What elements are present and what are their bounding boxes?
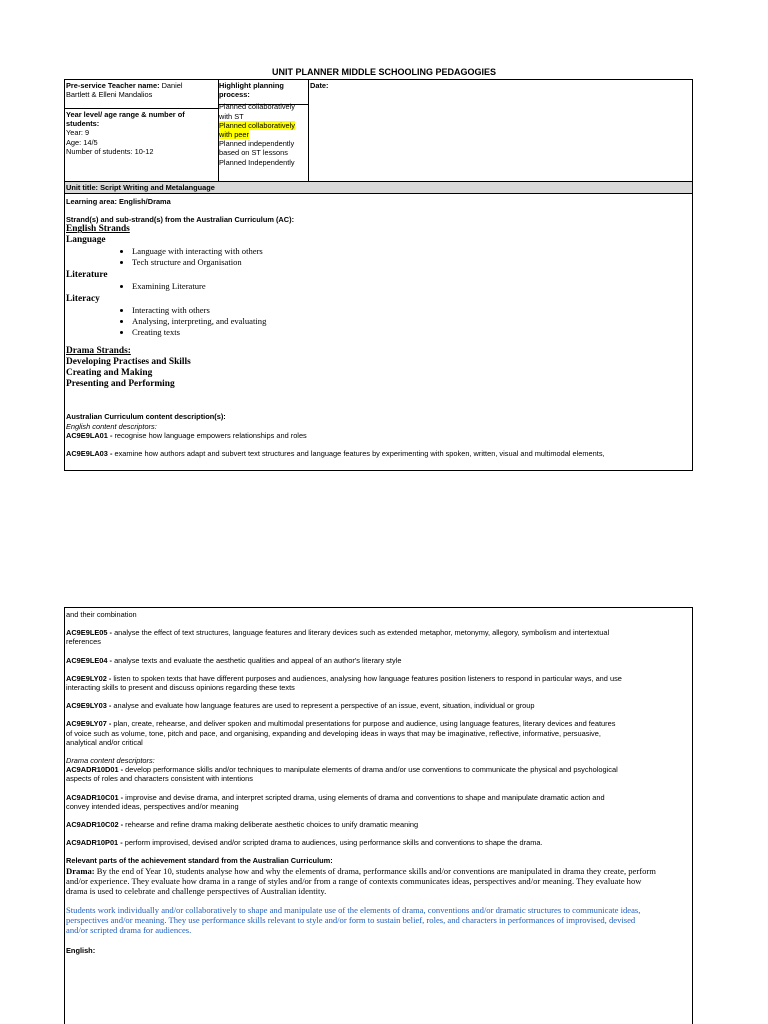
page-2-body: and their combination AC9E9LE05 - analyse the effect of text structures, language features and literary devices such as extended metaphor, metonymy, allegory, symbolism and intertextual references AC9E9LE04 - analyse texts and evaluate the aesthetic qualities and appeal of an author's literary style AC9E9LY02 - listen to spoken texts that have different purposes and audiences, analysing how language features position listeners to respond in particular ways, and use interacting skills to present and discuss opinions regarding these texts AC9E9LY03 - analyse and evaluate how language features are used to represent a perspective of an issue, event, situation, individual or group AC9E9LY07 - plan, create, rehearse, and deliver spoken and multimodal presentations for purpose and audience, using language features, literary devices and features of voice such as volume, tone, pitch and pace, and organising, expanding and developing ideas in ways that may be imaginative, reflective, informative, persuasive, analytical and/or critical Drama content descriptors: AC9ADR10D01 - develop performance skills and/or techniques to manipulate elements of drama and/or use conventions to communicate the physical and psychological aspects of roles and characters consistent with intentions AC9ADR10C01 - improvise and devise drama, and interpret scripted drama, using elements of drama and conventions to shape and manipulate dramatic action and convey intended ideas, perspectives and/or meaning AC9ADR10C02 - rehearse and refine drama making deliberate aesthetic choices to unify dramatic meaning AC9ADR10P01 - perform improvised, devised and/or scripted drama to audiences, using performance skills and conventions to shape the drama. Relevant parts of the achievement standard from the Australian Curriculum: Drama: By the end of Year 10, students analyse how and why the elements of drama, performance skills and/or conventions are manipulated in drama they create, perform and/or experience. They evaluate how drama in a range of styles and/or from a range of contexts communicates ideas, perspectives and/or meaning. They evaluate how drama is used to celebrate and challenge perspectives of Australian identity. Students work individually and/or collaboratively to shape and manipulate use of the elements of drama, conventions and/or dramatic structures to communicate ideas, perspectives and/or meaning. They use performance skills relevant to style and/or form to sustain belief, roles, and characters in performances of improvised, devised and/or scripted drama for audiences. English:	[66, 610, 690, 955]
language-heading: Language	[66, 235, 106, 246]
content-description-heading: Australian Curriculum content description(s):	[66, 412, 226, 422]
highlighted-option: Planned collaboratively	[219, 120, 296, 130]
planner-table-page-1	[64, 79, 693, 471]
language-list	[66, 246, 690, 268]
drama-standard: Drama: By the end of Year 10, students analyse how and why the elements of drama, performance skills and/or conventions are manipulated in drama they create, perform	[66, 865, 656, 876]
english-descriptors-label: English content descriptors:	[66, 421, 157, 431]
descriptor-p01: AC9ADR10P01 - perform improvised, devised and/or scripted drama to audiences, using performance skills and conventions to shape the drama.	[66, 838, 543, 848]
descriptor-d01: AC9ADR10D01 - develop performance skills and/or techniques to manipulate elements of drama and/or use conventions to communicate the physical and psychological	[66, 765, 618, 775]
literacy-list	[66, 305, 690, 338]
highlighted-option: with peer	[219, 130, 249, 140]
descriptor-c01: AC9ADR10C01 - improvise and devise drama, and interpret scripted drama, using elements of drama and conventions to shape and manipulate dramatic action and	[66, 792, 605, 802]
literature-list	[66, 281, 690, 292]
list-item: • Examining Literature	[132, 281, 690, 292]
descriptor-le04: AC9E9LE04 - analyse texts and evaluate the aesthetic qualities and appeal of an author's literary style	[66, 655, 402, 665]
drama-strand: Creating and Making	[66, 368, 153, 379]
descriptor-le05: AC9E9LE05 - analyse the effect of text structures, language features and literary devices such as extended metaphor, metonymy, allegory, symbolism and intertextual	[66, 628, 610, 638]
date-label: Date:	[310, 81, 329, 90]
list-item: • Analysing, interpreting, and evaluating	[132, 316, 690, 327]
english-label: English:	[66, 945, 96, 955]
english-strands-heading: English Strands	[66, 224, 130, 235]
descriptor-ly03: AC9E9LY03 - analyse and evaluate how language features are used to represent a perspective of an issue, event, situation, individual or group	[66, 701, 535, 711]
descriptor-c02: AC9ADR10C02 - rehearse and refine drama making deliberate aesthetic choices to unify dramatic meaning	[66, 820, 419, 830]
list-item: • Tech structure and Organisation	[132, 257, 690, 268]
descriptor-la03: AC9E9LA03 - examine how authors adapt and subvert text structures and language features by experimenting with spoken, written, visual and multimodal elements,	[66, 449, 605, 459]
list-item: • Interacting with others	[132, 305, 690, 316]
descriptor-la01: AC9E9LA01 - recognise how language empowers relationships and roles	[66, 430, 307, 440]
unit-title-bar: Unit title: Script Writing and Metalanguage	[65, 181, 692, 194]
drama-standard-blue: Students work individually and/or collaboratively to shape and manipulate use of the elements of drama, conventions and/or dramatic structures to communicate ideas,	[66, 904, 641, 915]
document-title: UNIT PLANNER MIDDLE SCHOOLING PEDAGOGIES	[271, 67, 496, 77]
teacher-name-cell: Pre-service Teacher name: Daniel Bartlett & Elleni Mandalios	[66, 81, 183, 100]
year-level-cell: Year level/ age range & number of students: Year: 9 Age: 14/5 Number of students: 10-12	[66, 110, 185, 156]
planner-table-page-2	[64, 607, 693, 1024]
drama-strands-heading: Drama Strands:	[66, 346, 131, 357]
drama-descriptors-label: Drama content descriptors:	[66, 756, 155, 766]
literacy-heading: Literacy	[66, 294, 100, 305]
list-item: • Language with interacting with others	[132, 246, 690, 257]
page-1-body	[66, 196, 690, 458]
divider	[65, 108, 218, 109]
drama-strand: Developing Practises and Skills	[66, 357, 191, 368]
literature-heading: Literature	[66, 270, 108, 281]
drama-strand: Presenting and Performing	[66, 379, 175, 390]
divider	[308, 80, 309, 181]
strands-heading: Strand(s) and sub-strand(s) from the Australian Curriculum (AC):	[66, 215, 295, 225]
highlight-planning-cell: Highlight planning process: Planned collaboratively with ST Planned collaboratively with peer Planned independently based on ST lessons Planned Independently	[219, 81, 296, 167]
descriptor-ly02: AC9E9LY02 - listen to spoken texts that have different purposes and audiences, analysing how language features position listeners to respond in particular ways, and use	[66, 673, 622, 683]
descriptor-ly07: AC9E9LY07 - plan, create, rehearse, and deliver spoken and multimodal presentations for purpose and audience, using language features, literary devices and features	[66, 719, 616, 729]
learning-area: Learning area: English/Drama	[66, 197, 171, 206]
list-item: • Creating texts	[132, 327, 690, 338]
achievement-heading: Relevant parts of the achievement standard from the Australian Curriculum:	[66, 856, 333, 866]
